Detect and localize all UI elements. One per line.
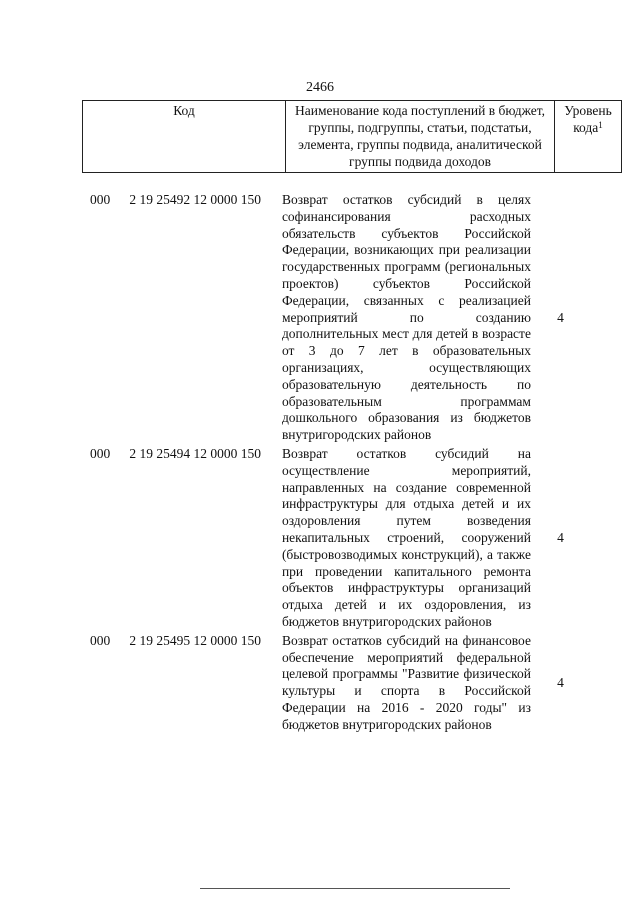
admin-code: 000 [90, 445, 111, 461]
admin-code: 000 [90, 192, 111, 207]
income-description: Возврат остатков субсидий в целях софинансирования расходных обязательств субъектов Российской Федерации, возникающих при реализации государственных программ (региональных проектов) субъектов Российской Федерации, связанных с реализацией мероприятий по созданию дополнительных мест для детей в возрасте от 3 до 7 лет в образовательных организациях, осуществляющих образовательную деятельность по образовательным программам дошкольного образования из бюджетов внутригородских районов [281, 192, 531, 443]
income-code: 2 19 25492 12 0000 150 [129, 192, 261, 207]
code-row [82, 633, 590, 734]
header-name-cell: Наименование кода поступлений в бюджет, группы, подгруппы, статьи, подстатьи, элемента, группы подвида, аналитической группы подвида доходов [286, 101, 555, 173]
code-row [82, 446, 590, 631]
income-description: Возврат остатков субсидий на финансовое обеспечение мероприятий федеральной целевой программы "Развитие физической культуры и спорта в Российской Федерации на 2016 - 2020 годы" из бюджетов внутригородских районов [281, 632, 531, 732]
codes-list [82, 192, 590, 736]
header-code-cell: Код [83, 101, 286, 173]
admin-code: 000 [90, 632, 111, 648]
header-level-cell [555, 101, 622, 173]
page-number: 2466 [306, 80, 334, 95]
income-code: 2 19 25495 12 0000 150 [129, 632, 261, 648]
code-level: 4 [557, 309, 564, 325]
header-level-label: Уровень кода [564, 103, 612, 135]
footnote-marker: 1 [598, 120, 603, 130]
income-description: Возврат остатков субсидий на осуществление мероприятий, направленных на создание современной инфраструктуры для отдыха детей и их оздоровления путем возведения некапитальных строений, сооружений (быстровозводимых конструкций), а также при проведении капитального ремонта объектов инфраструктуры организаций отдыха детей и их оздоровления, из бюджетов внутригородских районов [281, 445, 531, 629]
header-table [82, 100, 622, 173]
income-code: 2 19 25494 12 0000 150 [129, 445, 261, 461]
scan-bottom-rule [200, 888, 510, 889]
code-level: 4 [557, 674, 564, 690]
code-row [82, 192, 590, 444]
code-level: 4 [557, 529, 564, 545]
